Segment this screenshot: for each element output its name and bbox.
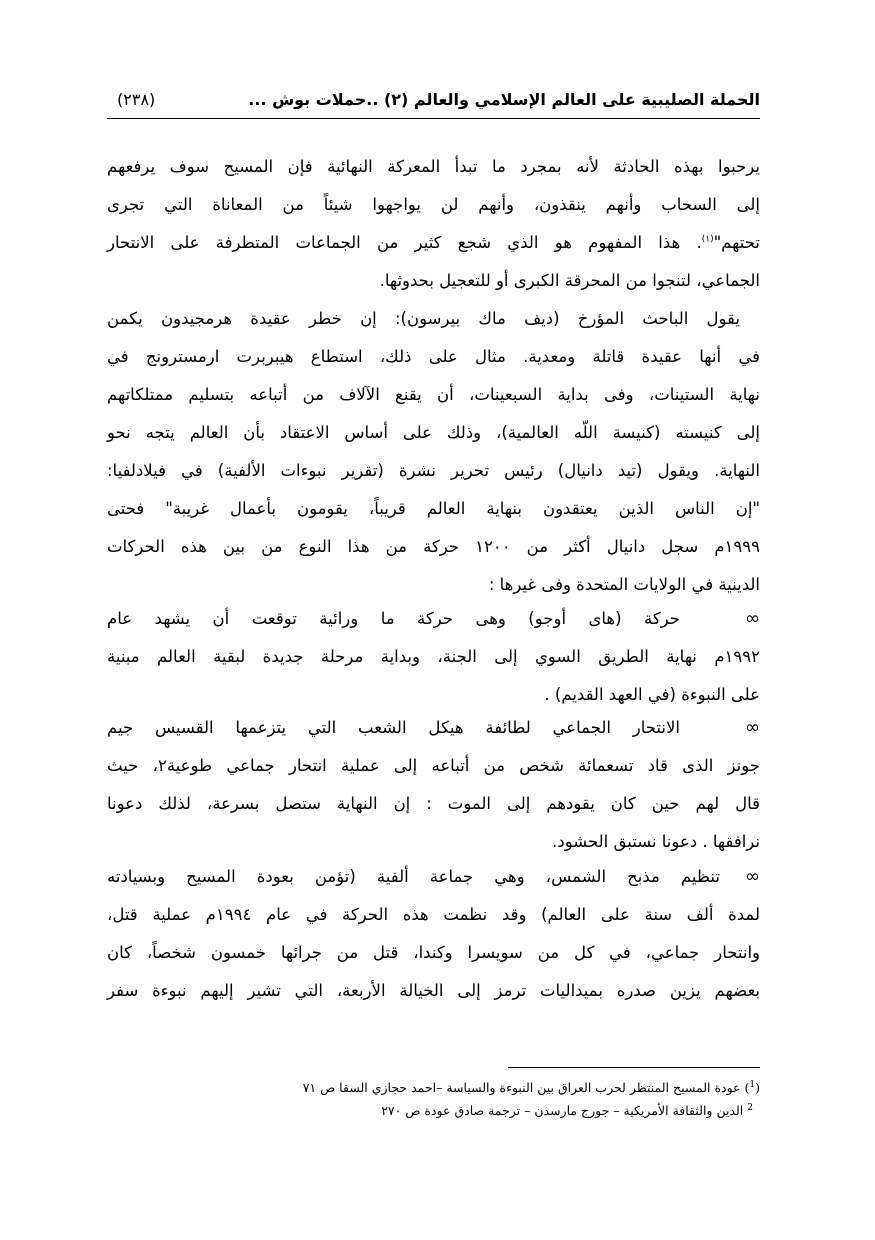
footnote-ref[interactable]: (١) — [701, 234, 714, 245]
text-line: بعضهم يزين صدره بميداليات ترمز إلى الخيالة الأربعة، التي تشير إليهم نبوءة سفر — [107, 981, 760, 1000]
text-line: إلى السحاب وأنهم ينقذون، وأنهم لن يواجهوا شيئاً من المعاناة التي تجرى — [107, 195, 760, 214]
text-line: تنظيم مذبح الشمس، وهي جماعة ألفية (تؤمن بعودة المسيح وبسيادته — [107, 867, 720, 886]
infinity-bullet-icon: ∞ — [745, 717, 760, 738]
bullet-item-3 — [107, 858, 760, 1010]
text-line: قال لهم حين كان يقودهم إلى الموت : إن النهاية ستصل بسرعة، لذلك دعونا — [107, 794, 760, 813]
text-line: "إن الناس الذين يعتقدون بنهاية العالم قريباً، يقومون بأعمال غريبة" فحتى — [107, 499, 760, 518]
text-line: الجماعي، لتنجوا من المحرقة الكبرى أو للتعجيل بحدوثها. — [379, 271, 760, 290]
text-line: الانتحار الجماعي لطائفة هيكل الشعب التي يتزعمها القسيس جيم — [107, 718, 680, 737]
text-line: يرحبوا بهذه الحادثة لأنه بمجرد ما تبدأ المعركة النهائية فإن المسيح سوف يرفعهم — [107, 157, 760, 176]
text-line — [107, 224, 760, 262]
bullet-gap — [680, 709, 720, 747]
bullet-item-2 — [107, 709, 760, 861]
text-line: نهاية الستينات، وفى بداية السبعينات، أن يقنع الآلاف من أتباعه بتسليم ممتلكاتهم — [107, 385, 760, 404]
text-fragment: . هذا المفهوم هو الذي شجع كثير من الجماعات المتطرفة على الانتحار — [107, 233, 702, 252]
text-line: على النبوءة (في العهد القديم) . — [544, 685, 760, 704]
text-line: يقول الباحث المؤرخ (ديف ماك بيرسون): إن خطر عقيدة هرمجيدون يكمن — [107, 309, 740, 328]
text-line: لمدة ألف سنة على العالم) وقد نظمت هذه الحركة في عام ١٩٩٤م عملية قتل، — [107, 905, 760, 924]
footnote-mark: 2 — [747, 1102, 753, 1113]
text-line: نرافقها . دعونا نستبق الحشود. — [552, 832, 760, 851]
text-line: وانتحار جماعي، في كل من سويسرا وكندا، قتل من جرائها خمسون شخصاً، كان — [107, 943, 760, 962]
header-title: الحملة الصليبية على العالم الإسلامي والعالم (٢) ..حملات بوش ... — [248, 90, 760, 109]
bullet-line — [107, 858, 760, 896]
paragraph-2 — [107, 300, 760, 604]
text-line: في أنها عقيدة قاتلة ومعدية. مثال على ذلك، استطاع هيبربرت ارمسترونج في — [107, 347, 760, 366]
header-rule — [107, 118, 760, 119]
footnote-1: ($^1$) عودة المسيح المنتظر لحرب العراق بين النبوءة والسياسة –احمد حجازي السقا ص ٧١ — [302, 1079, 760, 1095]
footnote-mark: 1 — [749, 1079, 756, 1090]
footnote-text: الدين والثقافة الأمريكية – جورج مارسدن – ترجمة صادق عودة ص ٢٧٠ — [381, 1103, 744, 1118]
page-number: (٢٣٨) — [117, 90, 156, 109]
text-fragment: تحتهم" — [713, 233, 760, 252]
text-line: ١٩٩٢م نهاية الطريق السوي إلى الجنة، وبداية مرحلة جديدة لبقية العالم مبنية — [107, 647, 760, 666]
footnote-rule — [508, 1067, 760, 1068]
footnote-text: عودة المسيح المنتظر لحرب العراق بين النبوءة والسياسة –احمد حجازي السقا ص ٧١ — [302, 1080, 741, 1095]
running-header — [107, 90, 760, 114]
bullet-line — [107, 600, 760, 638]
footnote-2 — [381, 1103, 753, 1118]
paragraph-1 — [107, 148, 760, 300]
infinity-bullet-icon: ∞ — [745, 866, 760, 887]
text-line: ١٩٩٩م سجل دانيال أكثر من ١٢٠٠ حركة من هذا النوع من بين هذه الحركات — [107, 537, 760, 556]
bullet-line — [107, 709, 760, 747]
bullet-gap — [680, 600, 720, 638]
text-line: جونز الذى قاد تسعمائة شخص من أتباعه إلى عملية انتحار جماعي طوعية٢، حيث — [107, 756, 760, 775]
text-line: إلى كنيسته (كنيسة اللّه العالمية)، وذلك على أساس الاعتقاد بأن العالم يتجه نحو — [107, 423, 760, 442]
text-line: حركة (هاى أوجو) وهى حركة ما ورائية توقعت أن يشهد عام — [107, 609, 680, 628]
text-line: الدينية في الولايات المتحدة وفى غيرها : — [488, 575, 760, 594]
bullet-item-1 — [107, 600, 760, 714]
infinity-bullet-icon: ∞ — [745, 608, 760, 629]
text-line: النهاية. ويقول (تيد دانيال) رئيس تحرير نشرة (تقرير نبوءات الألفية) في فيلادلفيا: — [107, 461, 760, 480]
